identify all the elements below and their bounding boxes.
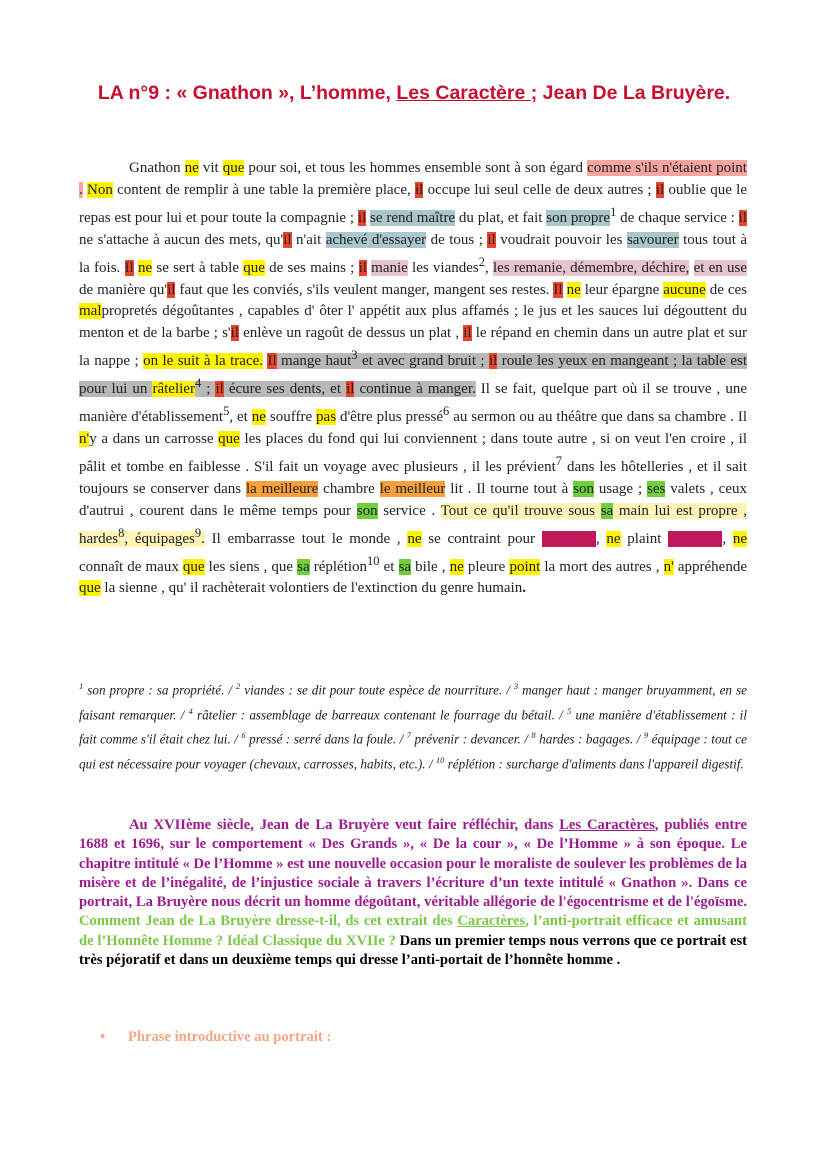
footnote-ref: 5 xyxy=(223,404,230,419)
highlight-possessive: sa xyxy=(398,558,412,575)
highlight-negation: ne xyxy=(251,409,266,426)
highlight-negation: ne xyxy=(449,558,464,575)
highlight-verb-list: les remanie, démembre, déchire, xyxy=(493,259,690,276)
highlight-pronoun: Il xyxy=(124,259,134,276)
highlight-possessive: son xyxy=(573,480,595,497)
gnathon-text: Gnathon ne vit que pour soi, et tous les hommes ensemble sont à son égard comme s'ils n'étaient point . Non content de remplir à une table la première place, il occupe lui seul celle de deux autres ; il oublie que le repas est pour lui et pour toute la compagnie ; il se rend maître du plat, et fait son propre$^1$ de chaque service : il ne s'attache à aucun des mets, qu'il n'ait achevé d'essayer de tous ; il voudrait pouvoir les savourer tous tout à la fois. Il ne se sert à table que de ses mains ; il manie les viandes$^2$, les remanie, démembre, déchire, et en use de manière qu'il faut que les conviés, s'ils veulent manger, mangent ses restes. Il ne leur épargne aucune de ces malpropretés dégoûtantes , capables d' ôter l' appétit aux plus affamés ; le jus et les sauces lui dégouttent du menton et de la barbe ; s'il enlève un ragoût de dessus un plat , il le répand en chemin dans un autre plat et sur la nappe ; on le suit à la trace. Il mange haut$^3$ et avec grand bruit ; il roule les yeux en mangeant ; la table est pour lui un râtelier$^4$ ; il écure ses dents, et il continue à manger. Il se fait, quelque part où il se trouve , une manière d'établissement$^5$, et ne souffre pas d'être plus pressé$^6$ au sermon ou au théâtre que dans sa chambre . Il n'y a dans un carrosse que les places du fond qui lui conviennent ; dans toute autre , si on veut l'en croire , il pâlit et tombe en faiblesse . S'il fait un voyage avec plusieurs , il les prévient$^7$ dans les hôtelleries , et il sait toujours se conserver dans la meilleure chambre le meilleur lit . Il tourne tout à son usage ; ses valets , ceux d'autrui , courent dans le même temps pour son service . Tout ce qu'il trouve sous sa main lui est propre , hardes$^8$, équipages$^9$. Il embarrasse tout le monde , ne se contraint pour personne, ne plaint personne, ne connaît de maux que les siens , que sa réplétion$^{10}$ et sa bile , ne pleure point la mort des autres , n' appréhende que la sienne , qu' il rachèterait volontiers de l'extinction du genre humain. xyxy=(79,160,748,597)
highlight-possessive: son xyxy=(356,502,378,519)
highlight-negation: n' xyxy=(79,430,90,447)
intro-context: Au XVIIème siècle, Jean de La Bruyère veut faire réfléchir, dans Les Caractères, publiés entre 1688 et 1696, sur le comportement « Des Grands », « De la cour », « De l’Homme » à son époque. Le chapitre intitulé « De l’Homme » est une nouvelle occasion pour le moraliste de soulever les problèmes de la misère et de l’inégalité, de l’injustice sociale à travers l’écriture d’un texte intitulé « Gnathon ». Dans ce portrait, La Bruyère nous décrit un homme dégoûtant, véritable allégorie de l'égocentrisme et de l'égoïsme. xyxy=(79,817,747,911)
highlight-pronoun: Il xyxy=(267,353,277,370)
highlight-pronoun: il xyxy=(655,181,665,198)
highlight-pronoun: il xyxy=(415,181,424,198)
highlight-negation: ne xyxy=(407,530,422,547)
highlight-word: râtelier xyxy=(152,381,195,398)
highlight-verb: se rend maître xyxy=(370,209,456,226)
highlight-verb: manie xyxy=(371,259,408,276)
bullet-label: Phrase introductive au portrait : xyxy=(128,1029,332,1045)
footnote-ref: 1 xyxy=(610,204,617,219)
footnote-ref: 8 xyxy=(118,525,125,540)
highlight-negation: n' xyxy=(663,558,674,575)
highlight-restriction: que xyxy=(222,160,245,176)
highlight-pronoun: il xyxy=(346,381,355,398)
highlight-negation: aucune xyxy=(663,281,706,298)
intro-problematic: Comment Jean de La Bruyère dresse-t-il, ds cet extrait des Caractères, l’anti-portrait efficace et amusant de l’Honnête Homme ? Idéal Classique du XVIIe ? xyxy=(79,913,747,949)
highlight-superlative: le meilleur xyxy=(379,480,446,497)
footnote-ref: 6 xyxy=(443,404,450,419)
footnote-ref: 3 xyxy=(351,348,358,363)
title-suffix: ; Jean De La Bruyère. xyxy=(530,82,731,104)
highlight-possessive: sa xyxy=(297,558,310,575)
highlight-negative-pronoun: personne xyxy=(541,530,596,547)
highlight-verb: et en use xyxy=(693,259,748,276)
highlight-pronoun: il xyxy=(230,325,239,342)
highlight-restriction: que xyxy=(243,259,265,276)
footnotes: $^1$ son propre : sa propriété. / $^2$ viandes : se dit pour toute espèce de nourriture. / $^3$ manger haut : manger bruyamment, en se faisant remarquer. / $^4$ râtelier : assemblage de barreaux contenant le fourrage du bétail. / $^5$ une manière d'établissement : il fait comme s'il était chez lui. / $^6$ pressé : serré dans la foule. / $^7$ prévenir : devancer. / $^8$ hardes : bagages. / $^9$ équipage : tout ce qui est nécessaire pour voyager (chevaux, carrosses, habits, etc.). / $^{10}$ réplétion : surcharge d'aliments dans l'appareil digestif. xyxy=(79,681,748,772)
highlight-negation: ne xyxy=(137,259,153,276)
footnote-ref: 2 xyxy=(478,254,486,269)
highlight-verb: achevé d'essayer xyxy=(325,231,427,248)
highlight-negation: ne xyxy=(606,530,621,547)
highlight-possessive: sa xyxy=(600,502,614,519)
highlight-pronoun: il xyxy=(215,381,224,398)
highlight-negative-pronoun: personne xyxy=(668,530,723,547)
intro-work-title: Caractères xyxy=(457,913,526,930)
highlight-pronoun: il xyxy=(487,231,496,248)
highlight-negation: ne xyxy=(184,160,199,176)
intro-plan: Dans un premier temps nous verrons que ce portrait est très péjoratif et dans un deuxième temps qui dresse l’anti-portait de l’honnête homme . xyxy=(79,932,747,969)
highlight-verb: savourer xyxy=(626,231,679,248)
highlight-negation: pas xyxy=(316,409,337,426)
bullet-icon: • xyxy=(100,1029,106,1045)
title-prefix: LA n°9 : « Gnathon », L’homme, xyxy=(97,82,397,104)
highlight-restriction: que xyxy=(79,580,101,597)
introduction-paragraph xyxy=(79,816,747,970)
highlight-pronoun: Il xyxy=(553,281,563,298)
highlight-prefix: mal xyxy=(79,303,102,320)
highlight-pronoun: il xyxy=(463,325,472,342)
title-work: Les Caractère xyxy=(396,82,531,104)
page-title xyxy=(70,80,758,106)
footnote-ref: 7 xyxy=(555,453,563,468)
footnote-ref: 4 xyxy=(194,376,202,391)
highlight-pronoun: il xyxy=(283,231,292,248)
highlight-pronoun: il xyxy=(358,259,367,276)
footnote-ref: 9 xyxy=(194,525,202,540)
highlight-negation: ne xyxy=(732,530,747,547)
highlight-negation: point xyxy=(509,558,541,575)
highlight-pronoun: il xyxy=(357,209,367,226)
intro-work-title: Les Caractères xyxy=(559,817,655,833)
highlight-negation: Non xyxy=(87,181,113,198)
highlight-possessive: ses xyxy=(646,480,666,497)
highlight-comparison: comme s'ils n'étaient point . xyxy=(79,160,747,198)
highlight-negation: ne xyxy=(566,281,581,298)
highlight-phrase: on le suit à la trace. xyxy=(143,353,264,370)
highlight-restriction: que xyxy=(218,430,240,447)
highlight-superlative: la meilleure xyxy=(245,480,319,497)
highlight-pronoun: il xyxy=(738,209,747,226)
highlight-pronoun: il xyxy=(489,353,498,370)
highlight-verb: son propre xyxy=(546,209,611,226)
highlight-restriction: que xyxy=(182,558,205,575)
footnote-ref: 10 xyxy=(367,553,380,568)
highlight-pronoun: il xyxy=(167,281,176,298)
bullet-item xyxy=(100,1029,331,1046)
